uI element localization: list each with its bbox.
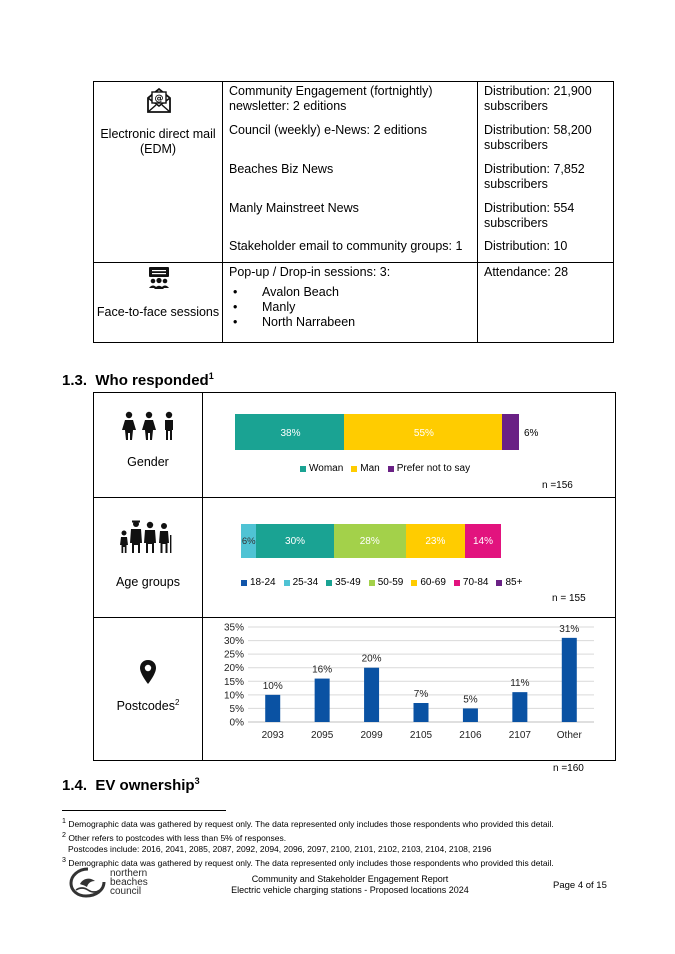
edm-result: Distribution: 21,900 subscribers [484,84,592,113]
postcode-bar [414,703,429,722]
legend-item [300,463,343,474]
legend-swatch [411,580,417,586]
legend-item [326,577,361,588]
footnote-text: Demographic data was gathered by request only. The data represented only includes those respondents who provided this detail. [68,818,554,829]
legend-label: 60-69 [420,577,446,588]
logo-line: council [110,886,142,897]
bar-data-label: 20% [361,653,382,665]
postcodes-n-label: n =160 [553,763,584,774]
council-logo-icon [68,866,108,898]
age-n-label: n = 155 [552,593,586,604]
footnote-rule [62,810,226,811]
y-tick-label: 35% [223,622,244,634]
channel-name-face-to-face: Face-to-face sessions [96,305,220,319]
x-tick-label: Other [556,730,582,741]
age-legend [241,577,522,588]
legend-swatch [388,466,394,472]
age-groups-label: Age groups [116,575,180,589]
legend-swatch [369,580,375,586]
footnote-ref: 2 [174,698,180,707]
postcode-bar [265,695,280,722]
list-item: • Manly [229,300,469,315]
y-tick-label: 25% [223,649,244,661]
gender-segment-prefer-not [502,414,519,450]
footnote-number: 3 [62,855,66,864]
edm-activity: Council (weekly) e-News: 2 editions [229,123,427,137]
age-segment-25-34 [241,524,256,558]
legend-swatch [241,580,247,586]
table-divider [94,617,615,618]
legend-item [284,577,319,588]
footnote-text: Demographic data was gathered by request only. The data represented only includes those respondents who provided this detail. [68,857,554,868]
table-divider [477,82,478,342]
x-tick-label: 2095 [311,730,334,741]
footnote-ref: 1 [208,371,214,381]
legend-label: 18-24 [250,577,276,588]
gender-data-label: 6% [524,428,539,439]
y-tick-label: 15% [223,676,244,688]
legend-label: 85+ [505,577,523,588]
footer-line: Electric vehicle charging stations - Proposed locations 2024 [231,885,469,895]
age-segment-70-84 [465,524,501,558]
channel-name-edm: Electronic direct mail (EDM) [100,127,216,156]
section-title: EV ownership [95,777,195,794]
postcodes-label [94,698,202,713]
section-heading-ev-ownership [62,776,200,794]
footnote-text: Postcodes include: 2016, 2041, 2085, 2087, 2092, 2094, 2096, 2097, 2100, 2101, 2102, 2103, 2104, 2108, 2196 [68,843,492,854]
bar-data-label: 5% [463,694,478,706]
table-divider [222,82,223,342]
gender-n-label: n =156 [542,480,573,491]
gender-icon [120,411,178,441]
sessions-activity: Pop-up / Drop-in sessions: 3: [229,265,391,279]
y-tick-label: 20% [223,663,244,675]
edm-result: Distribution: 10 [484,239,568,253]
footnote [62,816,622,830]
footnote-ref: 3 [194,776,200,786]
section-number: 1.4. [62,777,88,794]
bar-data-label: 11% [510,678,530,690]
table-divider [202,393,203,760]
edm-activity: Manly Mainstreet News [229,201,359,215]
age-data-label: 23% [425,535,446,547]
gender-label: Gender [127,455,169,469]
footnote-number: 2 [62,830,66,839]
postcode-bar [364,668,379,722]
age-groups-icon [119,519,179,555]
legend-item [351,463,379,474]
legend-item [241,577,276,588]
x-tick-label: 2099 [360,730,383,741]
footnote [62,830,622,844]
gender-bar [235,414,519,450]
logo-line: beaches [110,877,148,888]
postcode-bar [562,638,577,722]
logo-line: northern [110,868,148,879]
legend-swatch [326,580,332,586]
legend-label: Woman [309,463,344,474]
bar-data-label: 16% [312,664,333,676]
age-data-label: 30% [285,535,306,547]
legend-label: 25-34 [292,577,319,588]
age-data-label: 6% [241,535,256,547]
meeting-icon [146,266,172,292]
x-tick-label: 2106 [459,730,482,741]
age-bar [241,524,501,558]
sessions-list [229,285,469,330]
council-logo-text [110,869,148,896]
edm-result: Distribution: 58,200 subscribers [484,123,592,152]
list-item: • Avalon Beach [229,285,469,300]
edm-activity: Stakeholder email to community groups: 1 [229,239,463,253]
footer-title [200,874,500,896]
age-segment-50-59 [334,524,406,558]
list-item: • North Narrabeen [229,315,469,330]
legend-item [496,577,522,588]
postcodes-chart [212,621,608,757]
y-tick-label: 10% [223,690,244,702]
legend-item [388,463,470,474]
footer-line: Community and Stakeholder Engagement Report [251,874,449,884]
legend-label: Man [360,463,380,474]
legend-label: 50-59 [377,577,404,588]
channels-table [93,81,614,343]
footnote-number: 1 [62,817,66,825]
legend-label: Prefer not to say [396,463,471,474]
edm-result: Distribution: 7,852 subscribers [484,162,585,191]
y-tick-label: 5% [229,703,244,715]
bar-data-label: 31% [559,623,580,635]
legend-label: 70-84 [462,577,489,588]
legend-swatch [454,580,460,586]
age-segment-35-49 [256,524,333,558]
section-title: Who responded [95,372,209,389]
postcode-bar [512,692,527,722]
respondents-table [93,392,616,761]
page-number: Page 4 of 15 [553,880,607,891]
edm-activity: Beaches Biz News [229,162,334,176]
footnotes [62,816,622,868]
table-divider [94,497,615,498]
legend-item [454,577,489,588]
legend-item [411,577,446,588]
x-tick-label: 2093 [261,730,284,741]
gender-legend [300,463,470,474]
legend-item [369,577,404,588]
age-data-label: 14% [472,535,493,547]
legend-label: 35-49 [335,577,361,588]
location-pin-icon [139,659,157,685]
legend-swatch [351,466,357,472]
footnote [62,855,622,869]
sessions-result: Attendance: 28 [484,265,569,279]
footnote-text: Other refers to postcodes with less than 5% of responses. [68,832,287,843]
section-heading-who-responded [62,371,214,389]
y-tick-label: 30% [223,636,244,648]
section-number: 1.3. [62,372,88,389]
legend-swatch [284,580,290,586]
bar-data-label: 7% [413,689,429,700]
email-icon [146,86,172,114]
gender-data-label: 38% [280,428,301,439]
footnote [62,844,622,855]
gender-data-label: 55% [413,428,434,439]
age-data-label: 28% [359,535,380,547]
postcodes-label-text: Postcodes [116,699,175,714]
y-tick-label: 0% [229,717,244,729]
postcode-bar [463,708,478,722]
age-segment-60-69 [406,524,465,558]
legend-swatch [496,580,502,586]
legend-swatch [300,466,306,472]
svg-text:@: @ [154,94,164,104]
edm-activity: Community Engagement (fortnightly) newsletter: 2 editions [229,84,433,113]
bar-data-label: 10% [262,680,283,692]
x-tick-label: 2105 [409,730,433,741]
table-divider [94,262,613,263]
postcode-bar [315,679,330,722]
edm-result: Distribution: 554 subscribers [484,201,575,230]
x-tick-label: 2107 [508,730,531,741]
